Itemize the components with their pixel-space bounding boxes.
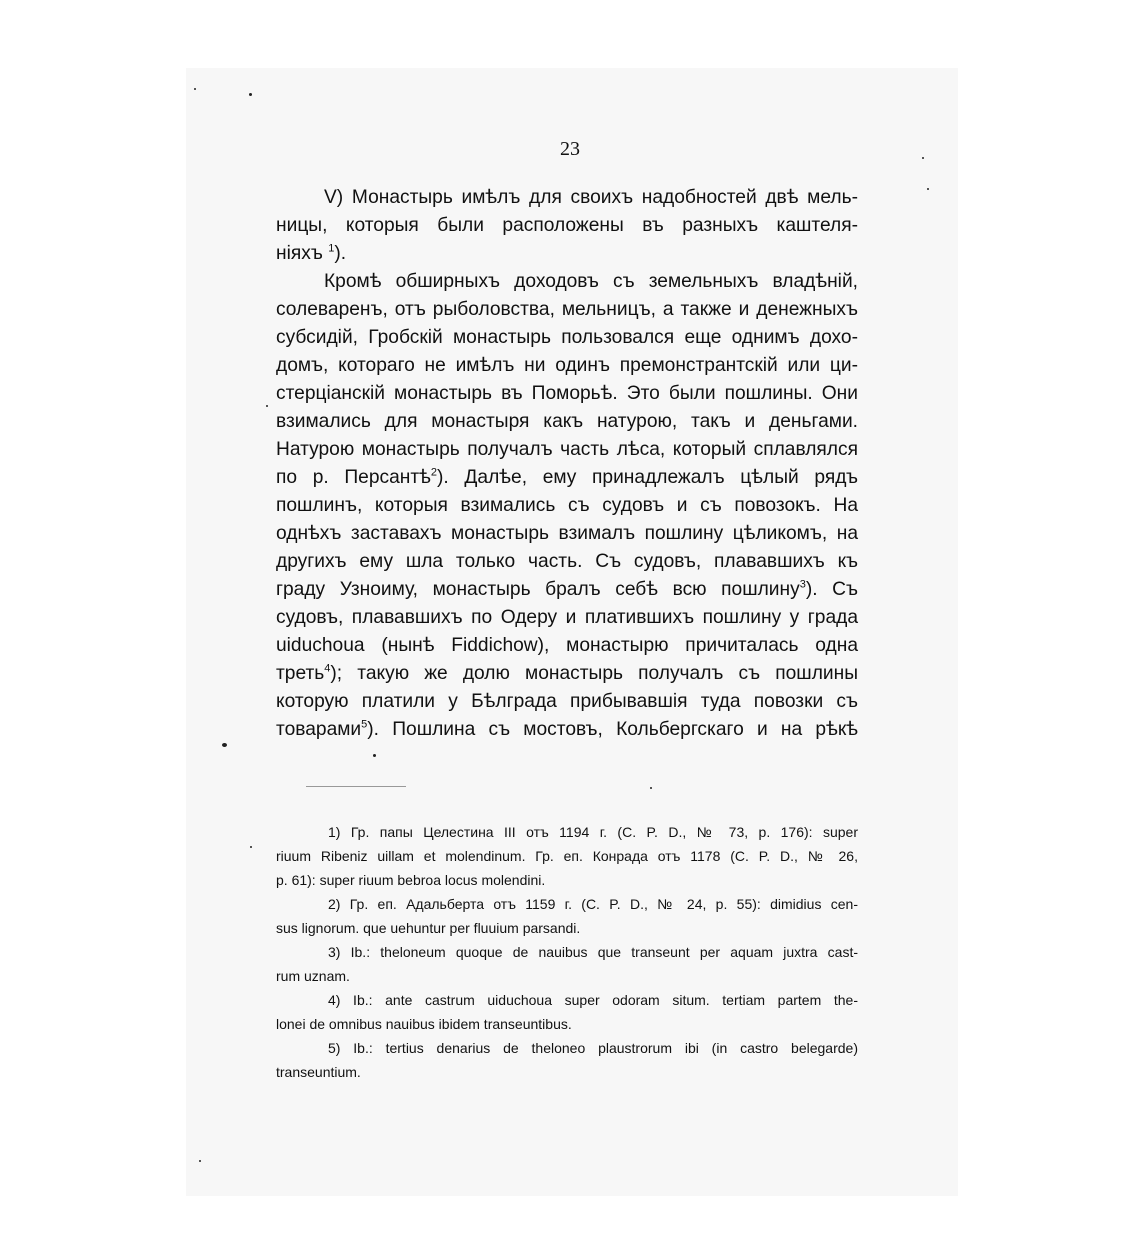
- text-fragment: треть: [276, 663, 325, 684]
- footnote-line: 4) Ib.: ante castrum uiduchoua super odoram situm. tertiam partem the-: [328, 992, 858, 1008]
- text-line: ницы, которыя были расположены въ разныхъ каштеля-: [276, 215, 858, 236]
- text-fragment: ). Съ: [805, 579, 858, 600]
- footnote-3: [276, 940, 858, 988]
- footnote-line: p. 61): super riuum bebroa locus molendini.: [276, 872, 546, 888]
- scan-speck: [373, 754, 376, 757]
- footnote-line: lonei de omnibus nauibus ibidem transeuntibus.: [276, 1016, 572, 1032]
- page-number: 23: [560, 138, 580, 160]
- footnote-5: [276, 1036, 858, 1084]
- footnote-line: 5) Ib.: tertius denarius de theloneo plaustrorum ibi (in castro belegarde): [328, 1040, 858, 1056]
- footnote-line: 2) Гр. еп. Адальберта отъ 1159 г. (С. P. D., № 24, p. 55): dimidius cen-: [328, 896, 858, 912]
- text-fragment: граду Узноиму, монастырь бралъ себѣ всю пошлину: [276, 579, 800, 600]
- footnote-separator: [306, 786, 406, 787]
- paragraph-2: [276, 268, 858, 744]
- scan-speck: [650, 787, 652, 789]
- text-line: однѣхъ заставахъ монастырь взималъ пошлину цѣликомъ, на: [276, 523, 858, 544]
- footnote-marker[interactable]: 3: [799, 578, 806, 591]
- text-line: взимались для монастыря какъ натурою, такъ и деньгами.: [276, 411, 858, 432]
- footnote-marker[interactable]: 1: [328, 242, 335, 255]
- text-fragment: ). Пошлина съ мостовъ, Кольбергскаго и на рѣкѣ: [367, 719, 858, 740]
- text-line: домъ, котораго не имѣлъ ни одинъ премонстрантскій или ци-: [276, 355, 858, 376]
- text-fragment: ); такую же долю монастырь получалъ съ пошлины: [330, 663, 858, 684]
- text-line: uiduchoua (нынѣ Fiddichow), монастырю причиталась одна: [276, 635, 858, 656]
- footnote-line: 3) Ib.: theloneum quoque de nauibus que transeunt per aquam juxtra cast-: [328, 944, 858, 960]
- text-line: [276, 716, 858, 744]
- paragraph-1: [276, 184, 858, 268]
- text-line: Натурою монастырь получалъ часть лѣса, который сплавлялся: [276, 439, 858, 460]
- text-line: [276, 660, 858, 688]
- footnote-line: 1) Гр. папы Целестина III отъ 1194 г. (С. P. D., № 73, p. 176): super: [328, 824, 858, 840]
- footnote-line: sus lignorum. que uehuntur per fluuium parsandi.: [276, 920, 581, 936]
- text-fragment: ).: [334, 243, 347, 264]
- footnote-1: [276, 820, 858, 892]
- scan-speck: [266, 405, 268, 407]
- scan-speck: [222, 743, 227, 747]
- text-line: судовъ, плававшихъ по Одеру и платившихъ пошлину у града: [276, 607, 858, 628]
- text-fragment: ніяхъ: [276, 243, 323, 264]
- footnote-2: [276, 892, 858, 940]
- text-fragment: товарами: [276, 719, 362, 740]
- text-line: которую платили у Бѣлграда прибывавшія туда повозки съ: [276, 691, 858, 712]
- footnote-line: transeuntium.: [276, 1064, 361, 1080]
- scan-speck: [199, 1160, 201, 1162]
- scan-speck: [194, 88, 196, 90]
- text-line: стерціанскій монастырь въ Поморьѣ. Это были пошлины. Они: [276, 383, 858, 404]
- text-fragment: по р. Персантѣ: [276, 467, 431, 488]
- text-line: [276, 576, 858, 604]
- scan-speck: [249, 93, 252, 96]
- scan-speck: [922, 157, 924, 159]
- text-fragment: ). Далѣе, ему принадлежалъ цѣлый рядъ: [437, 467, 858, 488]
- footnote-marker[interactable]: 4: [324, 662, 331, 675]
- text-line: субсидій, Гробскій монастырь пользовался еще однимъ дохо-: [276, 327, 858, 348]
- footnote-line: rum uznam.: [276, 968, 350, 984]
- footnote-marker[interactable]: 5: [361, 718, 368, 731]
- text-line: [276, 240, 858, 268]
- text-line: [276, 464, 858, 492]
- footnote-4: [276, 988, 858, 1036]
- text-line: другихъ ему шла только часть. Съ судовъ, плававшихъ къ: [276, 551, 858, 572]
- footnote-line: riuum Ribeniz uillam et molendinum. Гр. еп. Конрада отъ 1178 (С. P. D., № 26,: [276, 848, 858, 864]
- scan-speck: [250, 846, 252, 848]
- main-text: [276, 184, 858, 744]
- text-line: солеваренъ, отъ рыболовства, мельницъ, а также и денежныхъ: [276, 299, 858, 320]
- text-line: V) Монастырь имѣлъ для своихъ надобностей двѣ мель-: [324, 187, 858, 208]
- text-line: пошлинъ, которыя взимались съ судовъ и съ повозокъ. На: [276, 495, 858, 516]
- scan-speck: [927, 188, 929, 190]
- text-line: Кромѣ обширныхъ доходовъ съ земельныхъ владѣній,: [324, 271, 858, 292]
- footnotes: [276, 820, 858, 1084]
- footnote-marker[interactable]: 2: [430, 466, 438, 479]
